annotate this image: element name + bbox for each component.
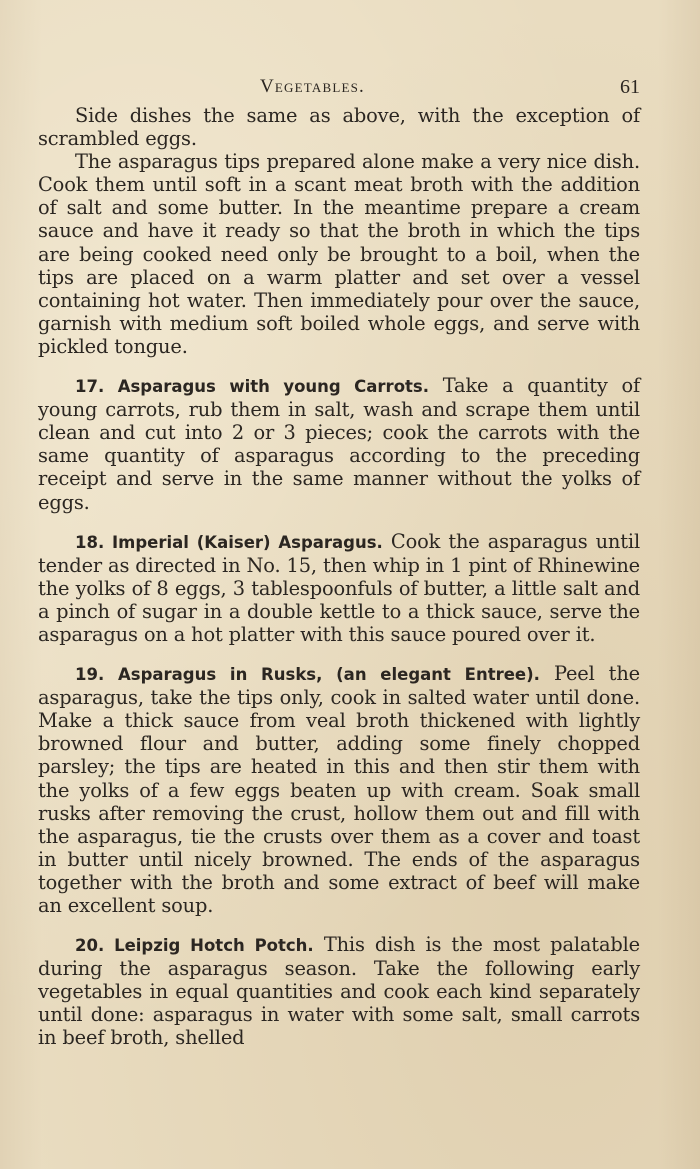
page-header (38, 70, 640, 104)
recipe-17 (38, 374, 640, 514)
recipe-heading: 17. Asparagus with young Carrots. (75, 377, 430, 397)
recipe-18 (38, 530, 640, 646)
intro-section (38, 104, 640, 358)
recipe-body: Cook the asparagus until tender as directed in No. 15, then whip in 1 pint of Rhinewine the yolks of 8 eggs, 3 tablespoonfuls of butter, a little salt and a pinch of sugar in a double kettle to a thick sauce, serve the asparagus on a hot platter with this sauce poured over it. (38, 529, 641, 646)
recipe-heading: 20. Leipzig Hotch Potch. (75, 936, 314, 956)
recipe-body: Peel the asparagus, take the tips only, cook in salted water until done. Make a thick sauce from veal broth thickened with lightly browned flour and butter, adding some finely chopped parsley; the tips are heated in this and then stir them with the yolks of a few eggs beaten up with cream. Soak small rusks after removing the crust, hollow them out and fill with the asparagus, tie the crusts over them as a cover and toast in butter until nicely browned. The ends of the asparagus together with the broth and some extract of beef will make an excellent soup. (38, 662, 640, 917)
recipe-paragraph (38, 662, 640, 917)
recipe-19 (38, 662, 640, 917)
recipe-paragraph (38, 530, 640, 646)
recipe-20 (38, 933, 640, 1049)
page-number: 61 (620, 76, 640, 98)
recipe-paragraph (38, 374, 640, 514)
intro-paragraph: The asparagus tips prepared alone make a very nice dish. Cook them until soft in a scant meat broth with the addition of salt and some butter. In the meantime prepare a cream sauce and have it ready so that the broth in which the tips are being cooked need only be brought to a boil, when the tips are placed on a warm platter and set over a vessel containing hot water. Then immediately pour over the sauce, garnish with medium soft boiled whole eggs, and serve with pickled tongue. (38, 150, 640, 358)
recipe-heading: 19. Asparagus in Rusks, (an elegant Entree). (75, 665, 540, 685)
recipe-body: Take a quantity of young carrots, rub them in salt, wash and scrape them until clean and cut into 2 or 3 pieces; cook the carrots with the same quantity of asparagus according to the preceding receipt and serve in the same manner without the yolks of eggs. (38, 374, 641, 514)
intro-paragraph: Side dishes the same as above, with the exception of scrambled eggs. (38, 104, 640, 151)
book-page (38, 70, 640, 1050)
recipe-body: This dish is the most palatable during the asparagus season. Take the following early vegetables in equal quantities and cook each kind separately until done: asparagus in water with some salt, small carrots in beef broth, shelled (38, 933, 641, 1050)
recipe-paragraph (38, 933, 640, 1049)
recipe-heading: 18. Imperial (Kaiser) Asparagus. (75, 532, 383, 552)
running-title: Vegetables. (260, 76, 366, 97)
